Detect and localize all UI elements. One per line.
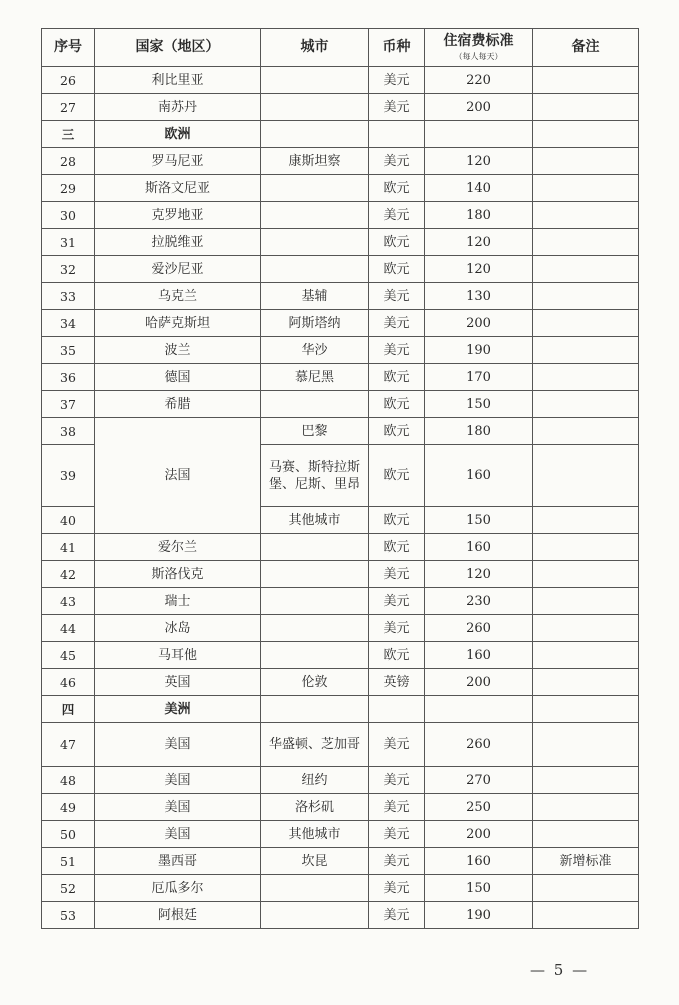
row-note — [533, 902, 639, 929]
header-city: 城市 — [261, 29, 369, 67]
row-country: 英国 — [95, 669, 261, 696]
table-row — [42, 310, 639, 337]
row-city — [261, 229, 369, 256]
row-currency: 欧元 — [369, 391, 425, 418]
row-currency: 美元 — [369, 67, 425, 94]
table-row — [42, 669, 639, 696]
row-city — [261, 615, 369, 642]
row-standard: 140 — [425, 175, 533, 202]
row-no: 34 — [42, 310, 95, 337]
table-row — [42, 588, 639, 615]
row-note — [533, 588, 639, 615]
row-no: 35 — [42, 337, 95, 364]
row-currency: 英镑 — [369, 669, 425, 696]
table-row — [42, 391, 639, 418]
row-note — [533, 561, 639, 588]
row-no: 49 — [42, 794, 95, 821]
row-country: 冰岛 — [95, 615, 261, 642]
row-empty-cell — [533, 696, 639, 723]
row-country: 马耳他 — [95, 642, 261, 669]
table-row — [42, 202, 639, 229]
row-standard: 190 — [425, 902, 533, 929]
header-no: 序号 — [42, 29, 95, 67]
table-row — [42, 283, 639, 310]
row-no: 38 — [42, 418, 95, 445]
row-city: 慕尼黑 — [261, 364, 369, 391]
row-standard: 190 — [425, 337, 533, 364]
row-country: 克罗地亚 — [95, 202, 261, 229]
row-city — [261, 902, 369, 929]
table-row — [42, 534, 639, 561]
row-no: 28 — [42, 148, 95, 175]
table-row — [42, 418, 639, 445]
row-empty-cell — [425, 121, 533, 148]
row-standard: 200 — [425, 821, 533, 848]
row-country: 斯洛文尼亚 — [95, 175, 261, 202]
row-standard: 260 — [425, 723, 533, 767]
table-row — [42, 875, 639, 902]
row-note — [533, 418, 639, 445]
row-city — [261, 67, 369, 94]
row-no: 36 — [42, 364, 95, 391]
row-note — [533, 67, 639, 94]
row-city — [261, 175, 369, 202]
row-country: 哈萨克斯坦 — [95, 310, 261, 337]
row-currency: 欧元 — [369, 256, 425, 283]
table-row — [42, 767, 639, 794]
table-row — [42, 148, 639, 175]
row-currency: 欧元 — [369, 229, 425, 256]
row-country: 阿根廷 — [95, 902, 261, 929]
row-standard: 180 — [425, 202, 533, 229]
row-country: 南苏丹 — [95, 94, 261, 121]
row-city — [261, 561, 369, 588]
page-number: — 5 — — [530, 961, 590, 979]
row-no: 51 — [42, 848, 95, 875]
table-row — [42, 848, 639, 875]
row-currency: 美元 — [369, 148, 425, 175]
table-row — [42, 337, 639, 364]
row-note — [533, 642, 639, 669]
table-row — [42, 256, 639, 283]
section-row — [42, 696, 639, 723]
row-standard: 220 — [425, 67, 533, 94]
row-standard: 200 — [425, 669, 533, 696]
row-city — [261, 875, 369, 902]
row-no: 29 — [42, 175, 95, 202]
row-no: 27 — [42, 94, 95, 121]
row-note — [533, 875, 639, 902]
row-city: 洛杉矶 — [261, 794, 369, 821]
row-standard: 120 — [425, 561, 533, 588]
row-country: 乌克兰 — [95, 283, 261, 310]
row-note — [533, 310, 639, 337]
table-row — [42, 94, 639, 121]
table-row — [42, 794, 639, 821]
row-note — [533, 94, 639, 121]
row-city: 基辅 — [261, 283, 369, 310]
row-country: 法国 — [95, 418, 261, 534]
row-standard: 120 — [425, 229, 533, 256]
row-country: 爱尔兰 — [95, 534, 261, 561]
row-note: 新增标准 — [533, 848, 639, 875]
header-standard-sub: （每人每天） — [454, 52, 503, 61]
row-currency: 美元 — [369, 794, 425, 821]
row-currency: 欧元 — [369, 642, 425, 669]
row-no: 30 — [42, 202, 95, 229]
header-note: 备注 — [533, 29, 639, 67]
row-currency: 美元 — [369, 561, 425, 588]
row-city: 华沙 — [261, 337, 369, 364]
row-standard: 250 — [425, 794, 533, 821]
row-no: 26 — [42, 67, 95, 94]
row-country: 瑞士 — [95, 588, 261, 615]
row-standard: 120 — [425, 148, 533, 175]
row-city: 坎昆 — [261, 848, 369, 875]
row-country: 美国 — [95, 767, 261, 794]
row-currency: 美元 — [369, 848, 425, 875]
section-row — [42, 121, 639, 148]
row-standard: 150 — [425, 875, 533, 902]
row-currency: 欧元 — [369, 445, 425, 507]
row-city: 马赛、斯特拉斯堡、尼斯、里昂 — [261, 445, 369, 507]
row-currency: 欧元 — [369, 175, 425, 202]
header-country: 国家（地区） — [95, 29, 261, 67]
row-note — [533, 669, 639, 696]
row-no: 40 — [42, 507, 95, 534]
table-row — [42, 821, 639, 848]
row-no: 33 — [42, 283, 95, 310]
row-no: 53 — [42, 902, 95, 929]
header-standard-label: 住宿费标准 — [443, 33, 514, 49]
row-country: 希腊 — [95, 391, 261, 418]
row-currency: 美元 — [369, 875, 425, 902]
row-note — [533, 391, 639, 418]
row-no: 三 — [42, 121, 95, 148]
row-empty-cell — [369, 121, 425, 148]
row-no: 50 — [42, 821, 95, 848]
table-row — [42, 67, 639, 94]
row-standard: 260 — [425, 615, 533, 642]
row-no: 43 — [42, 588, 95, 615]
row-currency: 美元 — [369, 767, 425, 794]
row-empty-cell — [533, 121, 639, 148]
row-no: 52 — [42, 875, 95, 902]
row-city — [261, 391, 369, 418]
row-city: 康斯坦察 — [261, 148, 369, 175]
row-standard: 120 — [425, 256, 533, 283]
row-no: 31 — [42, 229, 95, 256]
row-standard: 200 — [425, 94, 533, 121]
row-country: 利比里亚 — [95, 67, 261, 94]
row-country: 斯洛伐克 — [95, 561, 261, 588]
table-row — [42, 229, 639, 256]
row-note — [533, 229, 639, 256]
row-currency: 美元 — [369, 902, 425, 929]
row-no: 42 — [42, 561, 95, 588]
row-country: 墨西哥 — [95, 848, 261, 875]
row-note — [533, 821, 639, 848]
row-no: 46 — [42, 669, 95, 696]
row-standard: 160 — [425, 534, 533, 561]
row-empty-cell — [261, 696, 369, 723]
row-empty-cell — [425, 696, 533, 723]
row-country: 爱沙尼亚 — [95, 256, 261, 283]
row-city — [261, 256, 369, 283]
row-no: 45 — [42, 642, 95, 669]
row-standard: 200 — [425, 310, 533, 337]
table-row — [42, 175, 639, 202]
row-standard: 160 — [425, 848, 533, 875]
row-currency: 欧元 — [369, 364, 425, 391]
row-currency: 美元 — [369, 283, 425, 310]
row-city: 纽约 — [261, 767, 369, 794]
row-country: 美国 — [95, 821, 261, 848]
row-standard: 160 — [425, 642, 533, 669]
table-row — [42, 902, 639, 929]
row-note — [533, 364, 639, 391]
row-note — [533, 445, 639, 507]
table-header-row — [42, 29, 639, 67]
row-section-name: 美洲 — [95, 696, 261, 723]
row-no: 48 — [42, 767, 95, 794]
row-note — [533, 507, 639, 534]
row-no: 41 — [42, 534, 95, 561]
row-country: 波兰 — [95, 337, 261, 364]
row-note — [533, 534, 639, 561]
row-country: 罗马尼亚 — [95, 148, 261, 175]
row-standard: 170 — [425, 364, 533, 391]
row-section-name: 欧洲 — [95, 121, 261, 148]
row-note — [533, 283, 639, 310]
row-standard: 150 — [425, 507, 533, 534]
row-no: 32 — [42, 256, 95, 283]
row-empty-cell — [369, 696, 425, 723]
row-city: 其他城市 — [261, 507, 369, 534]
header-currency: 币种 — [369, 29, 425, 67]
row-no: 37 — [42, 391, 95, 418]
row-note — [533, 337, 639, 364]
row-city: 其他城市 — [261, 821, 369, 848]
row-standard: 230 — [425, 588, 533, 615]
row-currency: 欧元 — [369, 534, 425, 561]
row-city: 华盛顿、芝加哥 — [261, 723, 369, 767]
row-country: 美国 — [95, 723, 261, 767]
row-city: 巴黎 — [261, 418, 369, 445]
row-country: 德国 — [95, 364, 261, 391]
row-note — [533, 148, 639, 175]
row-standard: 180 — [425, 418, 533, 445]
row-note — [533, 794, 639, 821]
row-country: 拉脱维亚 — [95, 229, 261, 256]
row-note — [533, 256, 639, 283]
row-currency: 美元 — [369, 310, 425, 337]
row-currency: 美元 — [369, 723, 425, 767]
row-currency: 欧元 — [369, 418, 425, 445]
row-currency: 美元 — [369, 821, 425, 848]
row-city — [261, 642, 369, 669]
row-standard: 130 — [425, 283, 533, 310]
table-row — [42, 642, 639, 669]
row-note — [533, 615, 639, 642]
row-no: 47 — [42, 723, 95, 767]
row-city: 阿斯塔纳 — [261, 310, 369, 337]
row-currency: 美元 — [369, 615, 425, 642]
row-no: 39 — [42, 445, 95, 507]
row-note — [533, 767, 639, 794]
row-note — [533, 202, 639, 229]
row-standard: 270 — [425, 767, 533, 794]
row-no: 四 — [42, 696, 95, 723]
row-currency: 欧元 — [369, 507, 425, 534]
row-city: 伦敦 — [261, 669, 369, 696]
row-city — [261, 588, 369, 615]
row-note — [533, 175, 639, 202]
table-row — [42, 615, 639, 642]
row-currency: 美元 — [369, 337, 425, 364]
row-country: 厄瓜多尔 — [95, 875, 261, 902]
table-row — [42, 364, 639, 391]
row-standard: 160 — [425, 445, 533, 507]
row-empty-cell — [261, 121, 369, 148]
row-standard: 150 — [425, 391, 533, 418]
row-currency: 美元 — [369, 202, 425, 229]
accommodation-standard-table — [41, 28, 639, 929]
row-city — [261, 202, 369, 229]
row-country: 美国 — [95, 794, 261, 821]
row-city — [261, 94, 369, 121]
row-no: 44 — [42, 615, 95, 642]
table-row — [42, 561, 639, 588]
table-row — [42, 723, 639, 767]
header-standard — [425, 29, 533, 67]
row-currency: 美元 — [369, 94, 425, 121]
row-note — [533, 723, 639, 767]
row-city — [261, 534, 369, 561]
row-currency: 美元 — [369, 588, 425, 615]
